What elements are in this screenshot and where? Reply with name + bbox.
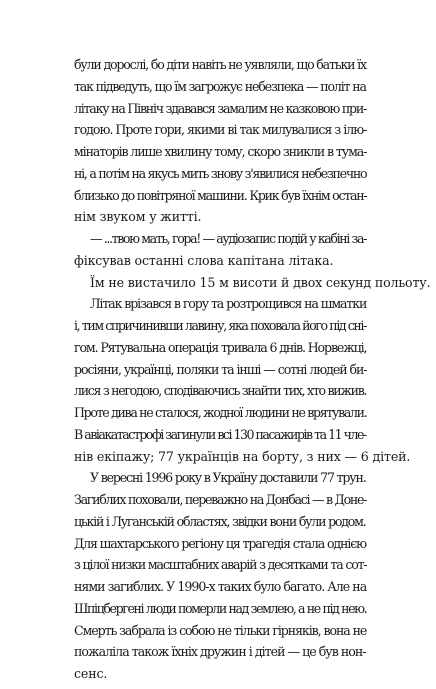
- text-line: гом. Рятувальна операція тривала 6 днів. Норвежці,: [74, 339, 367, 355]
- text-line: літаку на Північ здавався замалим не казковою при-: [74, 100, 367, 116]
- text-line: В авіакатастрофі загинули всі 130 пасажирів та 11 чле-: [74, 426, 366, 442]
- text-line: Загиблих поховали, переважно на Донбасі — в Доне-: [74, 492, 367, 507]
- text-line: фіксував останні слова капітана літака.: [74, 252, 334, 268]
- text-line: нями загиблих. У 1990-х таких було багато. Але на: [74, 579, 367, 594]
- text-line: з цілої низки масштабних аварій з десятками та сот-: [74, 557, 367, 573]
- text-line: Проте дива не сталося, жодної людини не врятували.: [74, 405, 367, 420]
- text-line: цькій і Луганській областях, звідки вони були родом.: [74, 513, 366, 529]
- text-line: пожаліла також їхніх дружин і дітей — це був нон-: [74, 644, 366, 660]
- text-line: були дорослі, бо діти навіть не уявляли, що батьки їх: [74, 57, 366, 72]
- text-line: лися з негодою, сподіваючись знайти тих, хто вижив.: [74, 383, 367, 399]
- text-line: сенс.: [74, 666, 108, 681]
- text-line: близько до повітряної машини. Крик був їхнім остан-: [74, 187, 367, 203]
- text-line: мінаторів лише хвилину тому, скоро зникли в тума-: [74, 144, 367, 159]
- text-line: Шпіцбергені люди померли над землею, а не під нею.: [74, 600, 367, 616]
- text-line: нім звуком у житті.: [74, 209, 202, 225]
- body-text: [74, 54, 431, 685]
- text-line: годою. Проте гори, якими ві так милувалися з ілю-: [74, 122, 367, 138]
- text-line: росіяни, українці, поляки та інші — сотні людей би-: [74, 361, 367, 377]
- text-line: так підведуть, що їм загрожує небезпека — політ на: [74, 78, 366, 94]
- text-line: і, тим спричинивши лавину, яка поховала його під сні-: [74, 318, 366, 333]
- text-line: ні, а потім на якусь мить знову з'явилися небезпечно: [74, 165, 367, 181]
- text-line: нів екіпажу; 77 українців на борту, з них — 6 дітей.: [74, 448, 411, 464]
- text-line: Літак врізався в гору та розтрощився на шматки: [90, 296, 367, 312]
- text-line: Для шахтарського регіону ця трагедія стала однією: [74, 535, 366, 551]
- text-line: Їм не вистачило 15 м висоти й двох секунд польоту.: [90, 274, 431, 290]
- text-line: У вересні 1996 року в Україну доставили 77 трун.: [90, 470, 366, 486]
- text-line: — ...твою мать, гора! — аудіозапис подій у кабіні за-: [90, 231, 366, 246]
- text-line: Смерть забрала із собою не тільки гірняків, вона не: [74, 622, 367, 638]
